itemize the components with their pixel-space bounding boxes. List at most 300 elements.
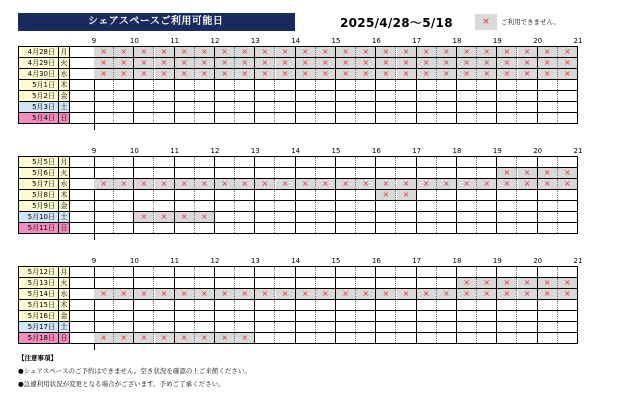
time-slot (336, 311, 356, 321)
schedule-block (18, 37, 588, 130)
time-slot (235, 190, 255, 200)
time-slot (518, 300, 538, 310)
time-slot (336, 223, 356, 233)
time-slot (356, 80, 376, 90)
time-slot (175, 80, 195, 90)
time-slot (316, 102, 336, 112)
time-slot (114, 113, 134, 123)
time-slot (457, 91, 477, 101)
time-slot (376, 168, 396, 178)
time-slot (518, 333, 538, 343)
hour-label: 9 (91, 257, 97, 265)
time-slot (255, 212, 275, 222)
unavailable-slot: × (316, 47, 336, 57)
unavailable-slot: × (316, 289, 336, 299)
time-slot (195, 91, 215, 101)
unavailable-slot: × (417, 69, 437, 79)
time-slot (417, 322, 437, 332)
time-slot (276, 333, 296, 343)
time-slot (316, 322, 336, 332)
unavailable-slot: × (175, 212, 195, 222)
time-slot (417, 267, 437, 277)
time-slot (114, 190, 134, 200)
unavailable-slot: × (215, 69, 235, 79)
time-slot (175, 278, 195, 288)
weekday-cell: 火 (58, 57, 70, 69)
hour-label: 18 (452, 257, 462, 265)
time-slot (255, 201, 275, 211)
time-slot (175, 168, 195, 178)
time-slot (255, 80, 275, 90)
time-slot (397, 201, 417, 211)
time-slot (296, 333, 316, 343)
hour-axis (18, 147, 618, 156)
time-slot (376, 102, 396, 112)
weekday-cell: 土 (58, 101, 70, 113)
time-slot (477, 223, 497, 233)
time-slot (538, 212, 558, 222)
time-slot (336, 201, 356, 211)
time-slot (296, 91, 316, 101)
unavailable-slot: × (457, 278, 477, 288)
unavailable-slot: × (215, 58, 235, 68)
time-slot (497, 333, 517, 343)
date-cell: 4月29日 (18, 57, 58, 69)
time-slot (296, 212, 316, 222)
time-slot (356, 333, 376, 343)
time-slot (457, 168, 477, 178)
time-slot (235, 102, 255, 112)
weekday-cell: 土 (58, 321, 70, 333)
time-slot (195, 190, 215, 200)
unavailable-slot: × (195, 333, 215, 343)
time-slot (175, 190, 195, 200)
time-slot (497, 300, 517, 310)
unavailable-slot: × (336, 47, 356, 57)
schedule-block (18, 257, 588, 350)
time-slot (235, 80, 255, 90)
time-slot (255, 322, 275, 332)
time-slot (497, 311, 517, 321)
unavailable-slot: × (175, 333, 195, 343)
blank-cell (70, 332, 94, 344)
time-slot (195, 267, 215, 277)
time-slot (255, 300, 275, 310)
unavailable-slot: × (538, 278, 558, 288)
time-slot (376, 278, 396, 288)
unavailable-slot: × (296, 58, 316, 68)
time-slot (255, 168, 275, 178)
time-slot (457, 80, 477, 90)
weekday-cell: 日 (58, 332, 70, 344)
time-slot (497, 102, 517, 112)
time-slot (155, 311, 175, 321)
time-slot (134, 91, 154, 101)
unavailable-slot: × (175, 179, 195, 189)
time-slot (477, 311, 497, 321)
hour-label: 20 (533, 147, 543, 155)
time-slot (215, 91, 235, 101)
time-slot (518, 223, 538, 233)
time-slot (356, 278, 376, 288)
time-slot (558, 300, 578, 310)
table-row (18, 332, 584, 344)
time-slot (175, 113, 195, 123)
unavailable-slot: × (175, 289, 195, 299)
unavailable-slot: × (497, 47, 517, 57)
unavailable-slot: × (376, 289, 396, 299)
time-slot (175, 91, 195, 101)
time-slot (518, 157, 538, 167)
time-slot (296, 322, 316, 332)
unavailable-slot: × (437, 58, 457, 68)
hour-label: 21 (573, 147, 583, 155)
time-slot (376, 333, 396, 343)
date-cell: 4月28日 (18, 46, 58, 58)
time-slot (134, 322, 154, 332)
time-slot (376, 201, 396, 211)
time-slot (94, 278, 114, 288)
time-slot (114, 322, 134, 332)
unavailable-slot: × (296, 179, 316, 189)
unavailable-slot: × (296, 69, 316, 79)
hour-label: 9 (91, 147, 97, 155)
unavailable-slot: × (114, 58, 134, 68)
time-slot (114, 212, 134, 222)
time-slot (134, 311, 154, 321)
unavailable-slot: × (316, 179, 336, 189)
hour-label: 15 (331, 257, 341, 265)
time-slot (155, 168, 175, 178)
time-slot (417, 113, 437, 123)
unavailable-slot: × (195, 179, 215, 189)
time-slot (558, 223, 578, 233)
time-slot (518, 201, 538, 211)
time-slot (255, 278, 275, 288)
time-slot (155, 201, 175, 211)
unavailable-slot: × (316, 58, 336, 68)
hour-label: 11 (170, 257, 180, 265)
time-slot (134, 300, 154, 310)
unavailable-slot: × (497, 69, 517, 79)
time-slot (437, 278, 457, 288)
weekday-cell: 金 (58, 310, 70, 322)
time-slot (518, 190, 538, 200)
time-slot (457, 333, 477, 343)
time-slot (195, 223, 215, 233)
unavailable-slot: × (356, 47, 376, 57)
unavailable-slot: × (255, 58, 275, 68)
time-slot (296, 201, 316, 211)
time-slot (477, 300, 497, 310)
time-slot (255, 113, 275, 123)
time-slot (114, 278, 134, 288)
time-slot (114, 157, 134, 167)
unavailable-slot: × (114, 69, 134, 79)
unavailable-slot: × (417, 47, 437, 57)
weekday-cell: 水 (58, 68, 70, 80)
time-slot (94, 223, 114, 233)
time-slot (457, 190, 477, 200)
time-slot (94, 157, 114, 167)
time-slot (437, 157, 457, 167)
time-slot (457, 322, 477, 332)
time-slot (417, 157, 437, 167)
date-cell: 5月3日 (18, 101, 58, 113)
unavailable-slot: × (477, 278, 497, 288)
time-slot (397, 311, 417, 321)
time-slot (437, 80, 457, 90)
time-slot (336, 102, 356, 112)
time-slot (255, 267, 275, 277)
hour-label: 18 (452, 37, 462, 45)
hour-label: 14 (291, 257, 301, 265)
time-slot (155, 91, 175, 101)
time-slot (477, 168, 497, 178)
time-slot (114, 102, 134, 112)
weekday-cell: 木 (58, 299, 70, 311)
unavailable-slot: × (356, 179, 376, 189)
hour-label: 11 (170, 37, 180, 45)
time-slot (296, 102, 316, 112)
hour-label: 17 (412, 257, 422, 265)
time-slot (457, 212, 477, 222)
time-slot (457, 113, 477, 123)
time-slot (397, 157, 417, 167)
time-slot (538, 311, 558, 321)
hour-label: 13 (250, 257, 260, 265)
unavailable-slot: × (457, 47, 477, 57)
time-slot (417, 311, 437, 321)
time-slot (235, 91, 255, 101)
unavailable-slot: × (276, 179, 296, 189)
unavailable-slot: × (477, 69, 497, 79)
time-slot (94, 267, 114, 277)
time-slot (155, 80, 175, 90)
time-slot (336, 168, 356, 178)
unavailable-slot: × (437, 179, 457, 189)
time-slot (316, 223, 336, 233)
time-slot (336, 80, 356, 90)
time-slot (437, 190, 457, 200)
unavailable-slot: × (477, 289, 497, 299)
time-slot (437, 223, 457, 233)
unavailable-slot: × (518, 58, 538, 68)
time-slot (175, 300, 195, 310)
unavailable-slot: × (397, 47, 417, 57)
time-slot (477, 157, 497, 167)
time-slot (134, 201, 154, 211)
unavailable-slot: × (457, 289, 477, 299)
unavailable-slot: × (356, 289, 376, 299)
time-slot (134, 80, 154, 90)
unavailable-slot: × (195, 69, 215, 79)
time-slot (296, 168, 316, 178)
time-slot (437, 322, 457, 332)
time-slot (397, 102, 417, 112)
unavailable-slot: × (497, 278, 517, 288)
time-slot (538, 157, 558, 167)
time-slot (518, 267, 538, 277)
time-slot (235, 223, 255, 233)
time-slot (155, 157, 175, 167)
unavailable-slot: × (457, 179, 477, 189)
time-slot (518, 311, 538, 321)
time-slot (215, 157, 235, 167)
unavailable-slot: × (497, 168, 517, 178)
unavailable-slot: × (538, 179, 558, 189)
unavailable-slot: × (397, 289, 417, 299)
time-slot (316, 300, 336, 310)
time-slot (296, 267, 316, 277)
weekday-cell: 火 (58, 277, 70, 289)
hour-label: 16 (371, 37, 381, 45)
blank-cell (70, 222, 94, 234)
time-slot (417, 190, 437, 200)
time-slot (437, 102, 457, 112)
unavailable-slot: × (235, 333, 255, 343)
time-slot (497, 267, 517, 277)
time-slot (255, 157, 275, 167)
time-slot (175, 322, 195, 332)
time-slot (155, 113, 175, 123)
time-slot (417, 333, 437, 343)
unavailable-slot: × (155, 47, 175, 57)
time-slot (235, 278, 255, 288)
time-slot (195, 278, 215, 288)
time-slot (94, 190, 114, 200)
unavailable-slot: × (518, 179, 538, 189)
time-slot (477, 102, 497, 112)
hour-label: 12 (210, 37, 220, 45)
time-slot (437, 311, 457, 321)
unavailable-slot: × (477, 179, 497, 189)
unavailable-slot: × (215, 47, 235, 57)
weekday-cell: 土 (58, 211, 70, 223)
unavailable-slot: × (134, 212, 154, 222)
time-slot (195, 113, 215, 123)
time-slot (316, 267, 336, 277)
time-slot (437, 91, 457, 101)
time-slot (457, 300, 477, 310)
date-cell: 5月8日 (18, 189, 58, 201)
time-slot (255, 190, 275, 200)
unavailable-slot: × (397, 179, 417, 189)
time-slot (255, 91, 275, 101)
time-slot (457, 157, 477, 167)
time-slot (134, 102, 154, 112)
time-slot (376, 157, 396, 167)
time-slot (296, 278, 316, 288)
unavailable-slot: × (538, 58, 558, 68)
time-slot (336, 113, 356, 123)
time-slot (437, 300, 457, 310)
date-cell: 5月2日 (18, 90, 58, 102)
time-slot (215, 278, 235, 288)
time-slot (558, 102, 578, 112)
time-slot (276, 322, 296, 332)
time-slot (114, 91, 134, 101)
time-slot (316, 168, 336, 178)
time-slot (235, 212, 255, 222)
time-slots (94, 222, 578, 234)
unavailable-slot: × (195, 58, 215, 68)
unavailable-slot: × (276, 69, 296, 79)
time-slot (134, 278, 154, 288)
legend-text: ご利用できません。 (501, 18, 560, 26)
unavailable-slot: × (255, 289, 275, 299)
weekday-cell: 水 (58, 288, 70, 300)
note-item: ●シェアスペースのご予約はできません。空き状況を確認の上ご来館ください。 (18, 367, 251, 375)
time-slot (558, 212, 578, 222)
time-slot (215, 300, 235, 310)
unavailable-slot: × (134, 289, 154, 299)
time-slot (276, 168, 296, 178)
unavailable-slot: × (255, 179, 275, 189)
unavailable-slot: × (376, 190, 396, 200)
time-slot (417, 278, 437, 288)
time-slot (477, 201, 497, 211)
time-slot (94, 113, 114, 123)
weekday-cell: 月 (58, 156, 70, 168)
weekday-cell: 月 (58, 46, 70, 58)
weekday-cell: 金 (58, 200, 70, 212)
weekday-cell: 日 (58, 112, 70, 124)
time-slot (175, 311, 195, 321)
unavailable-slot: × (397, 190, 417, 200)
time-slot (94, 201, 114, 211)
time-slot (417, 212, 437, 222)
time-slot (94, 91, 114, 101)
time-slot (376, 80, 396, 90)
time-slot (94, 322, 114, 332)
time-slot (558, 311, 578, 321)
time-slot (155, 322, 175, 332)
date-cell: 5月12日 (18, 266, 58, 278)
unavailable-slot: × (94, 289, 114, 299)
time-slot (397, 168, 417, 178)
unavailable-slot: × (215, 179, 235, 189)
time-slot (417, 300, 437, 310)
unavailable-slot: × (437, 69, 457, 79)
date-cell: 5月5日 (18, 156, 58, 168)
hour-label: 14 (291, 37, 301, 45)
unavailable-slot: × (94, 179, 114, 189)
time-slot (477, 333, 497, 343)
time-slot (215, 212, 235, 222)
time-slot (397, 333, 417, 343)
time-slot (316, 278, 336, 288)
time-slot (437, 113, 457, 123)
unavailable-slot: × (477, 47, 497, 57)
time-slot (336, 91, 356, 101)
date-cell: 5月10日 (18, 211, 58, 223)
time-slot (518, 102, 538, 112)
time-slot (195, 80, 215, 90)
hour-label: 10 (129, 37, 139, 45)
time-slot (518, 113, 538, 123)
unavailable-slot: × (437, 289, 457, 299)
time-slot (155, 223, 175, 233)
time-slot (417, 201, 437, 211)
time-slot (235, 201, 255, 211)
time-slot (397, 212, 417, 222)
unavailable-slot: × (497, 289, 517, 299)
time-slot (457, 267, 477, 277)
time-slot (376, 113, 396, 123)
time-slot (155, 278, 175, 288)
time-slot (558, 267, 578, 277)
